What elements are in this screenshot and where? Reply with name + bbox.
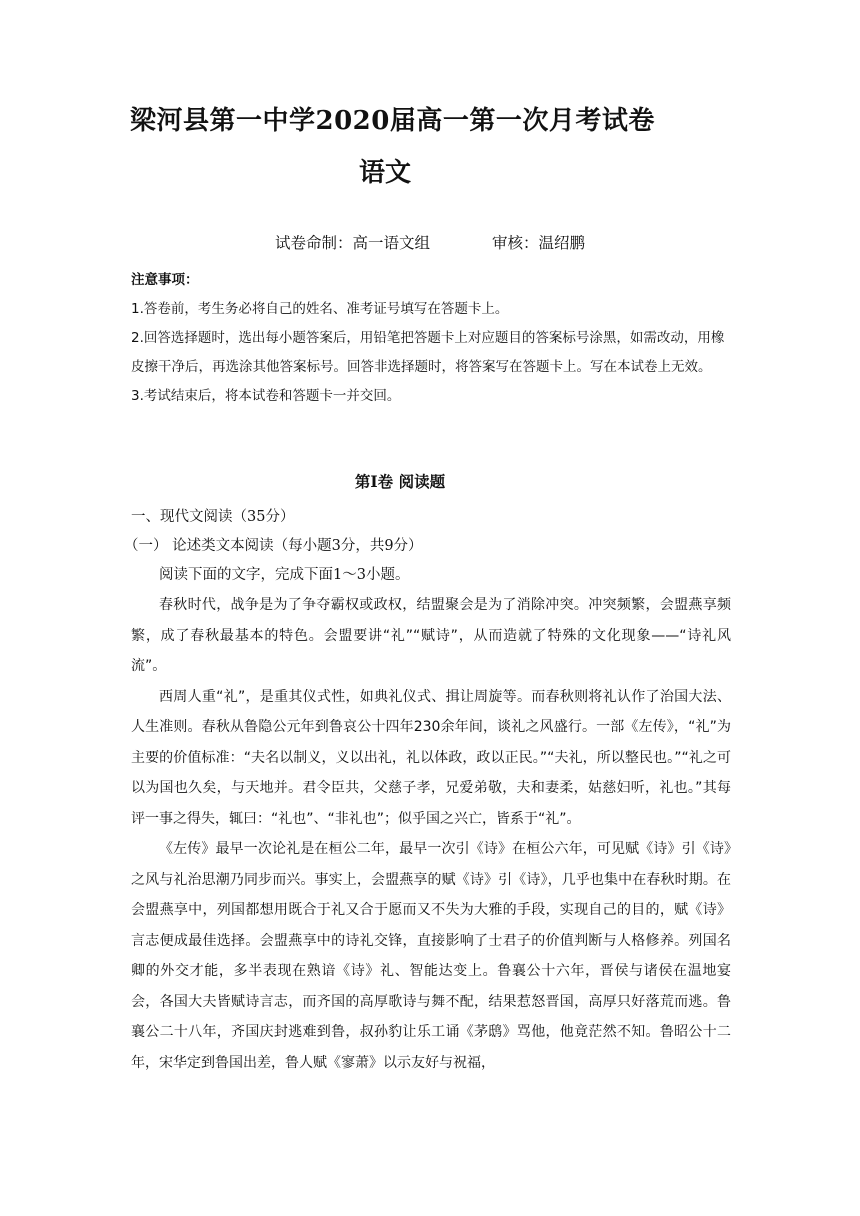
reading-passage: [131, 590, 731, 1078]
credits-line: [0, 231, 860, 253]
note-item: 2.回答选择题时，选出每小题答案后，用铅笔把答题卡上对应题目的答案标号涂黑，如需改动，用橡皮擦干净后，再选涂其他答案标号。回答非选择题时，将答案写在答题卡上。写在本试卷上无效。: [131, 330, 725, 375]
note-item: 3.考试结束后，将本试卷和答题卡一并交回。: [131, 388, 401, 404]
notes-block: [131, 266, 731, 411]
passage-paragraph: 春秋时代，战争是为了争夺霸权或政权，结盟聚会是为了消除冲突。冲突频繁，会盟燕享频繁，成了春秋最基本的特色。会盟要讲“礼”“赋诗”，从而造就了特殊的文化现象——“诗礼风流”。: [131, 597, 731, 674]
reviewer-label: 审核：温绍鹏: [492, 234, 586, 252]
passage-paragraph: 西周人重“礼”，是重其仪式性，如典礼仪式、揖让周旋等。而春秋则将礼认作了治国大法、人生准则。春秋从鲁隐公元年到鲁哀公十四年230余年间，谈礼之风盛行。一部《左传》，“礼”为主要的价值标准：“夫名以制义，义以出礼，礼以体政，政以正民。”“夫礼，所以整民也。”“礼之可以为国也久矣，与天地并。君令臣共，父慈子孝，兄爱弟敬，夫和妻柔，姑慈妇听，礼也。”其每评一事之得失，辄曰：“礼也”、“非礼也”；似乎国之兴亡，皆系于“礼”。: [131, 688, 731, 827]
notes-heading: 注意事项：: [131, 272, 199, 288]
section-title: 第Ⅰ卷 阅读题: [354, 472, 446, 491]
author-label: 试卷命制：高一语文组: [274, 234, 430, 252]
subject-title: 语文: [358, 158, 411, 188]
passage-paragraph: 《左传》最早一次论礼是在桓公二年，最早一次引《诗》在桓公六年，可见赋《诗》引《诗》之风与礼治思潮乃同步而兴。事实上，会盟燕享的赋《诗》引《诗》，几乎也集中在春秋时期。在会盟燕享中，列国都想用既合于礼又合于愿而又不失为大雅的手段，实现自己的目的，赋《诗》言志便成最佳选择。会盟燕享中的诗礼交锋，直接影响了士君子的价值判断与人格修养。列国名卿的外交才能，多半表现在熟谙《诗》礼、智能达变上。鲁襄公十六年，晋侯与诸侯在温地宴会，各国大夫皆赋诗言志，而齐国的高厚歌诗与舞不配，结果惹怒晋国，高厚只好落荒而逃。鲁襄公二十八年，齐国庆封逃难到鲁，叔孙豹让乐工诵《茅鸱》骂他，他竟茫然不知。鲁昭公十二年，宋华定到鲁国出差，鲁人赋《寥萧》以示友好与祝福，: [131, 841, 731, 1071]
part-heading: 一、现代文阅读（35分）: [131, 509, 295, 525]
reading-instruction: 阅读下面的文字，完成下面1～3小题。: [159, 567, 410, 583]
note-item: 1.答卷前，考生务必将自己的姓名、准考证号填写在答题卡上。: [131, 301, 509, 317]
subpart-heading: （一） 论述类文本阅读（每小题3分，共9分）: [124, 538, 423, 554]
exam-title: 梁河县第一中学2020届高一第一次月考试卷: [130, 106, 655, 136]
